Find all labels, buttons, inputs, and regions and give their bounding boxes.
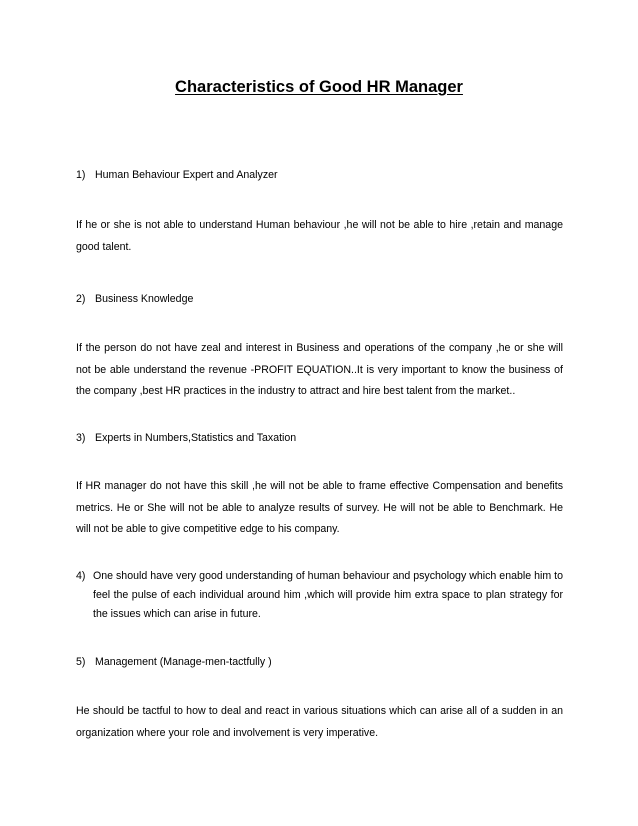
section-1-body: If he or she is not able to understand Human behaviour ,he will not be able to hire ,retain and manage good talent. (76, 219, 563, 253)
section-title: Business Knowledge (95, 293, 194, 305)
section-4-item (76, 567, 563, 624)
section-title: Experts in Numbers,Statistics and Taxation (95, 432, 297, 444)
section-text: One should have very good understanding of human behaviour and psychology which enable him to feel the pulse of each individual around him ,which will provide him extra space to plan strategy for the issues which can arise in future. (93, 570, 563, 620)
section-5-body: He should be tactful to how to deal and react in various situations which can arise all of a sudden in an organization where your role and involvement is very imperative. (76, 705, 563, 739)
section-title: Human Behaviour Expert and Analyzer (95, 169, 278, 181)
page-title: Characteristics of Good HR Manager (175, 78, 463, 96)
section-number: 4) (76, 570, 86, 582)
section-3-body: If HR manager do not have this skill ,he will not be able to frame effective Compensation and benefits metrics. He or She will not be able to analyze results of survey. He will not be able to Benchmark. He will not be able to give competitive edge to his company. (76, 480, 563, 535)
section-2-body: If the person do not have zeal and interest in Business and operations of the company ,he or she will not be able understand the revenue -PROFIT EQUATION..It is very important to know the business of the company ,best HR practices in the industry to attract and hire best talent from the market.. (76, 342, 563, 397)
section-title: Management (Manage-men-tactfully ) (95, 656, 272, 668)
section-number: 2) (76, 293, 86, 305)
section-number: 5) (76, 656, 86, 668)
section-number: 1) (76, 169, 86, 181)
section-number: 3) (76, 432, 86, 444)
